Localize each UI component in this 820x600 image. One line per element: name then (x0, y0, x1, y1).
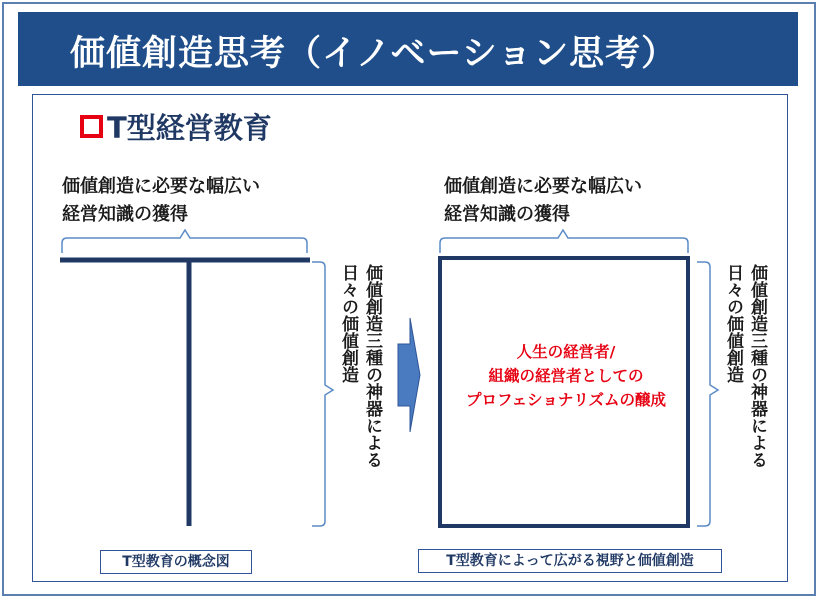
section-heading-text: T型経営教育 (107, 111, 272, 145)
professionalism-line-1: 人生の経営者/ (516, 343, 616, 361)
right-vertical-text-col1: 価値創造三種の神器による (747, 264, 767, 468)
left-horizontal-brace (62, 230, 307, 253)
professionalism-line-3: プロフェショナリズムの醸成 (465, 391, 667, 409)
right-horizontal-brace (440, 230, 688, 253)
slide-title: 価値創造思考（イノベーション思考） (70, 34, 678, 74)
right-knowledge-line-2: 経営知識の獲得 (444, 204, 570, 225)
transition-arrow (398, 318, 420, 432)
right-knowledge-line-1: 価値創造に必要な幅広い (444, 176, 642, 197)
left-vertical-text-col1: 価値創造三種の神器による (362, 264, 382, 468)
right-caption: T型教育によって広がる視野と価値創造 (418, 549, 722, 573)
left-vertical-brace (312, 262, 333, 526)
professionalism-text (444, 340, 688, 412)
left-vertical-text-col2: 日々の価値創造 (338, 264, 358, 383)
right-vertical-brace (697, 262, 718, 526)
left-caption: T型教育の概念図 (100, 550, 252, 574)
right-vertical-text-col2: 日々の価値創造 (723, 264, 743, 383)
left-knowledge-line-1: 価値創造に必要な幅広い (62, 176, 260, 197)
professionalism-line-2: 組織の経営者としての (488, 367, 644, 385)
left-knowledge-line-2: 経営知識の獲得 (62, 204, 188, 225)
